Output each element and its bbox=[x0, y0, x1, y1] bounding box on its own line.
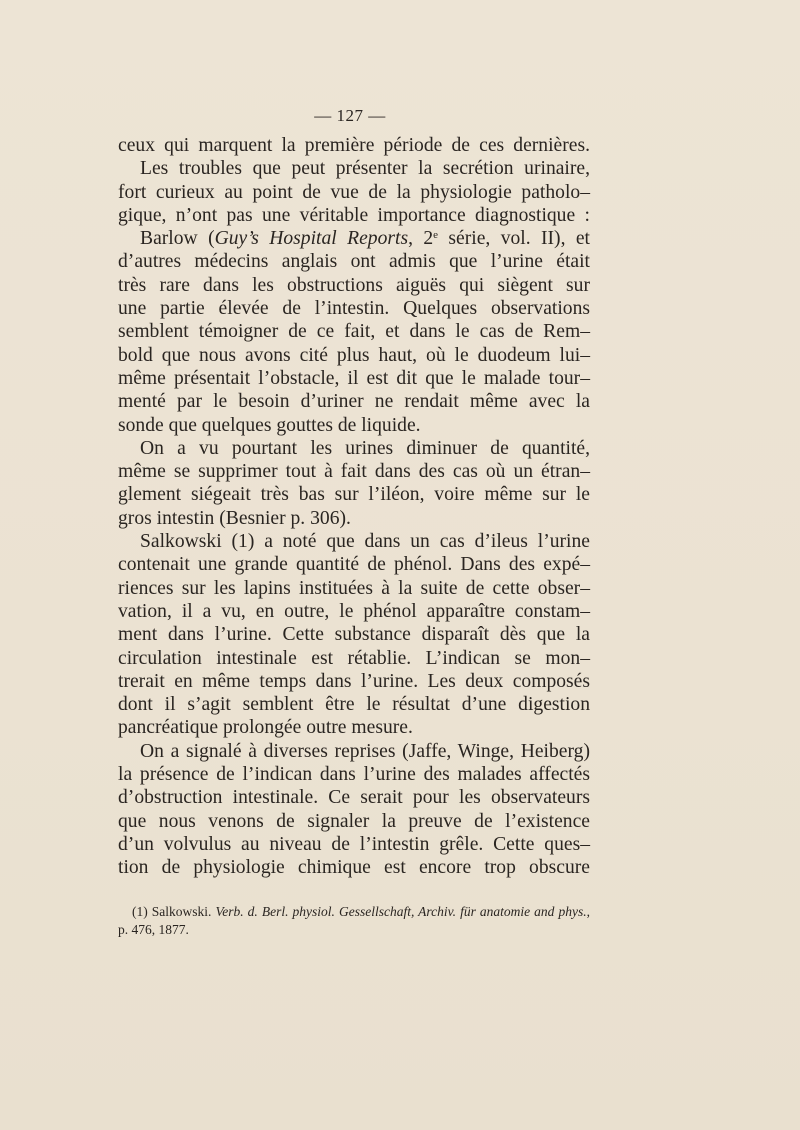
journal-title: Guy’s Hospital Reports bbox=[214, 228, 409, 250]
text-line: même présentait l’obstacle, il est dit que le malade tour– bbox=[118, 367, 590, 389]
text-line: glement siégeait très bas sur l’iléon, voire même sur le bbox=[118, 484, 590, 506]
text-line: ment dans l’urine. Cette substance disparaît dès que la bbox=[118, 624, 590, 646]
text-line: très rare dans les obstructions aiguës qui siègent sur bbox=[118, 274, 590, 296]
text-line: d’autres médecins anglais ont admis que l’urine était bbox=[118, 251, 590, 273]
text-line: pancréatique prolongée outre mesure. bbox=[118, 717, 413, 739]
body-text bbox=[118, 134, 590, 880]
text-line: fort curieux au point de vue de la physiologie patholo– bbox=[118, 181, 590, 203]
footnote-text bbox=[118, 903, 590, 939]
text-line: On a signalé à diverses reprises (Jaffe, Winge, Heiberg) bbox=[140, 740, 590, 762]
punct: ( bbox=[197, 228, 215, 250]
series-superscript: e bbox=[433, 229, 439, 242]
text-line: circulation intestinale est rétablie. L’indican se mon– bbox=[118, 647, 590, 669]
text-line: gros intestin (Besnier p. 306). bbox=[118, 507, 351, 529]
text-line: vation, il a vu, en outre, le phénol apparaître constam– bbox=[118, 600, 590, 622]
text-line-barlow bbox=[118, 227, 590, 250]
series-number: 2 bbox=[423, 228, 434, 250]
text-line: semblent témoigner de ce fait, et dans le cas de Rem– bbox=[118, 321, 590, 343]
punct: , bbox=[408, 228, 424, 250]
series-rest: série, vol. II), et bbox=[438, 228, 590, 250]
text-line: que nous venons de signaler la preuve de l’existence bbox=[118, 810, 590, 832]
text-line: la présence de l’indican dans l’urine des malades affectés bbox=[118, 764, 590, 786]
text-line: dont il s’agit semblent être le résultat d’une digestion bbox=[118, 694, 590, 716]
barlow-name: Barlow bbox=[140, 228, 198, 250]
text-line: contenait une grande quantité de phénol. Dans des expé– bbox=[118, 554, 590, 576]
text-line: ceux qui marquent la première période de ces dernières. bbox=[118, 135, 590, 156]
text-line: Salkowski (1) a noté que dans un cas d’ileus l’urine bbox=[140, 531, 590, 553]
text-line: riences sur les lapins instituées à la suite de cette obser– bbox=[118, 577, 590, 599]
text-line: d’un volvulus au niveau de l’intestin grêle. Cette ques– bbox=[118, 833, 590, 855]
text-line: sonde que quelques gouttes de liquide. bbox=[118, 414, 421, 436]
text-line: même se supprimer tout à fait dans des cas où un étran– bbox=[118, 461, 590, 483]
text-line: menté par le besoin d’uriner ne rendait même avec la bbox=[118, 391, 590, 413]
text-line: trerait en même temps dans l’urine. Les deux composés bbox=[118, 670, 590, 692]
footnote-source: Verb. d. Berl. physiol. Gessellschaft, Archiv. für anatomie and phys. bbox=[215, 904, 587, 919]
page-number: — 127 — bbox=[314, 106, 386, 125]
text-line: Les troubles que peut présenter la secrétion urinaire, bbox=[140, 158, 590, 180]
text-line: gique, n’ont pas une véritable importance diagnostique : bbox=[118, 204, 590, 226]
text-line: d’obstruction intestinale. Ce serait pour les observateurs bbox=[118, 787, 590, 809]
text-line: tion de physiologie chimique est encore trop obscure bbox=[118, 857, 590, 879]
footnote-rest: , p. 476, 1877. bbox=[118, 904, 590, 937]
footnote bbox=[118, 903, 590, 939]
footnote-mark: (1) Salkowski. bbox=[132, 904, 216, 919]
text-line: bold que nous avons cité plus haut, où le duodeum lui– bbox=[118, 344, 590, 366]
text-line: une partie élevée de l’intestin. Quelques observations bbox=[118, 298, 590, 320]
text-line: On a vu pourtant les urines diminuer de quantité, bbox=[140, 437, 590, 459]
